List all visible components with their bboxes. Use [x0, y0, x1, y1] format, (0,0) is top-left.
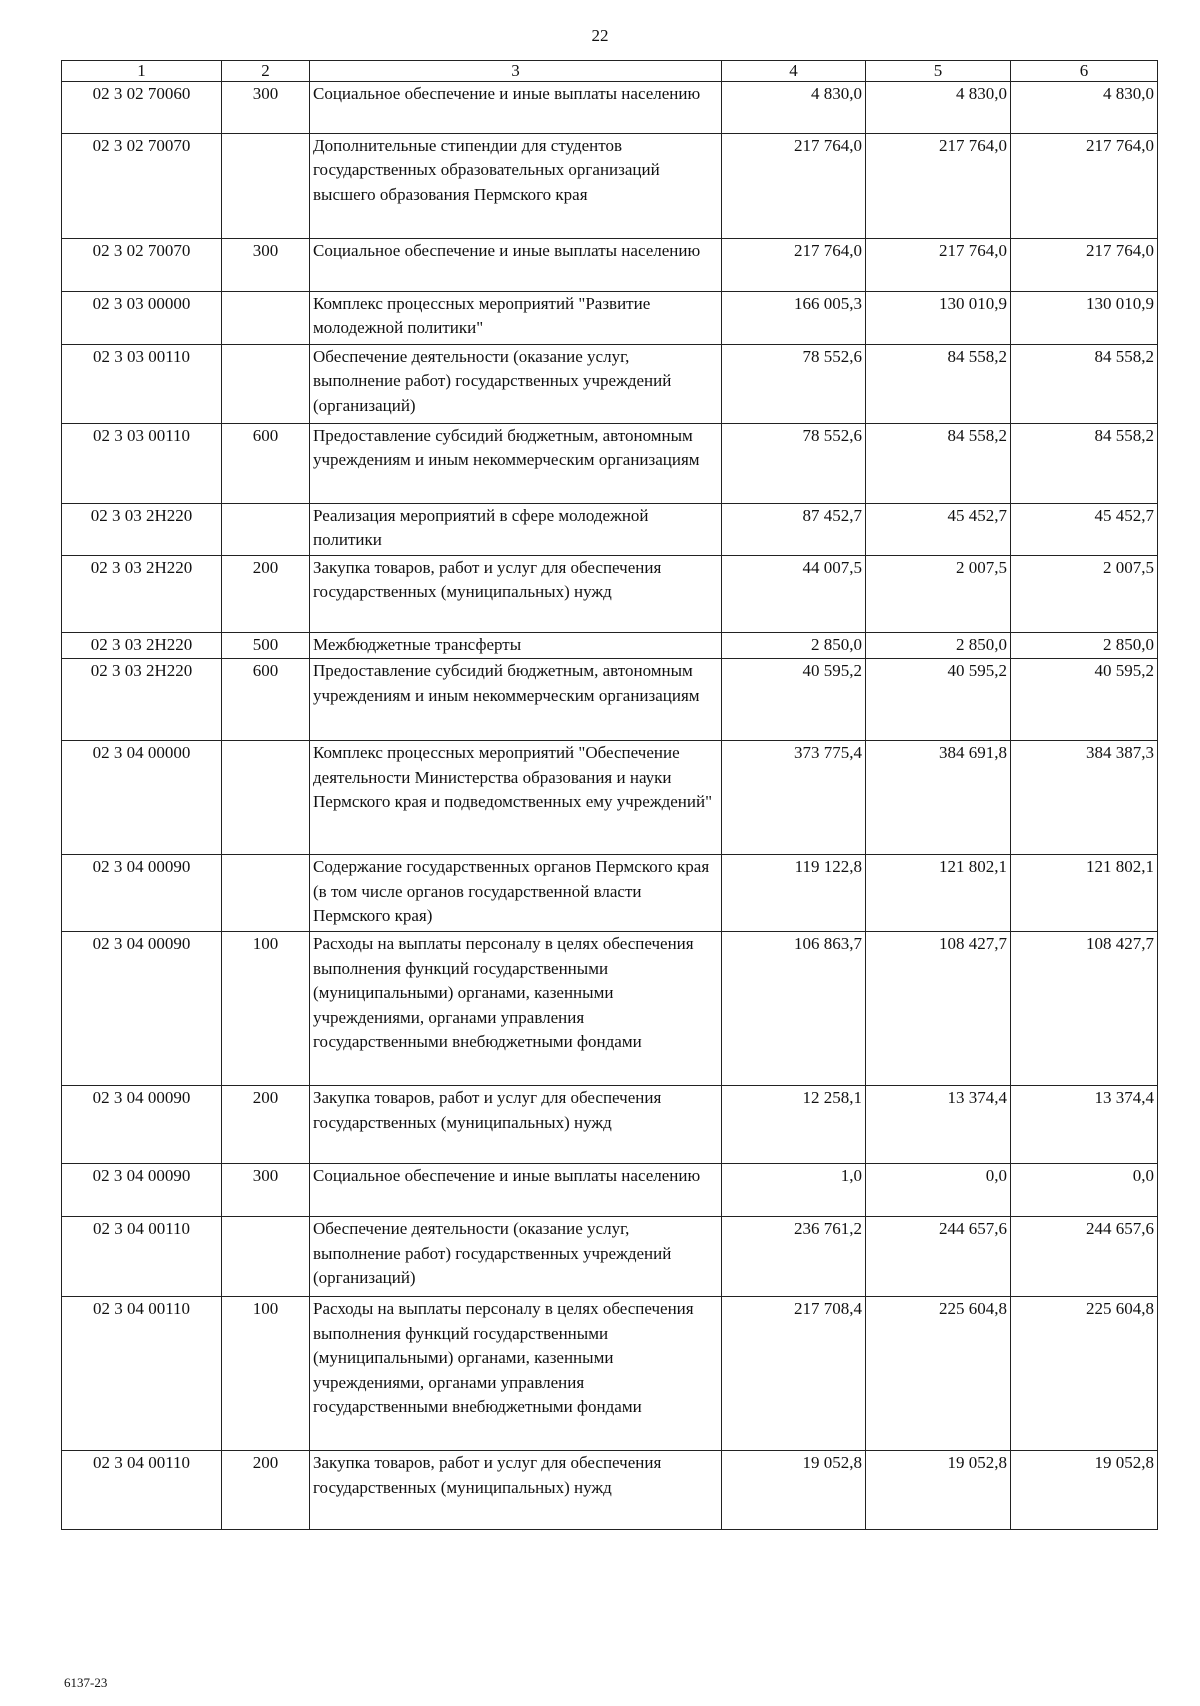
target-article-code: 02 3 02 70060: [62, 82, 222, 134]
amount-col-4: 217 708,4: [722, 1297, 866, 1451]
target-article-code: 02 3 04 00090: [62, 855, 222, 932]
expense-type-code: 500: [222, 633, 310, 659]
table-header-row: [62, 61, 1158, 82]
table-row: [62, 1451, 1158, 1530]
amount-col-4: 12 258,1: [722, 1086, 866, 1164]
expense-type-code: 100: [222, 932, 310, 1086]
amount-col-4: 2 850,0: [722, 633, 866, 659]
expense-type-code: 300: [222, 82, 310, 134]
target-article-code: 02 3 04 00110: [62, 1297, 222, 1451]
item-name: Обеспечение деятельности (оказание услуг, выполнение работ) государственных учреждений (организаций): [310, 1217, 722, 1297]
table-row: [62, 239, 1158, 292]
item-name: Закупка товаров, работ и услуг для обеспечения государственных (муниципальных) нужд: [310, 556, 722, 633]
table-row: [62, 1217, 1158, 1297]
table-row: [62, 556, 1158, 633]
amount-col-4: 106 863,7: [722, 932, 866, 1086]
item-name: Социальное обеспечение и иные выплаты населению: [310, 1164, 722, 1217]
document-code: 6137-23: [64, 1675, 108, 1690]
amount-col-5: 217 764,0: [866, 134, 1011, 239]
expense-type-code: 200: [222, 1086, 310, 1164]
item-name: Обеспечение деятельности (оказание услуг, выполнение работ) государственных учреждений (организаций): [310, 345, 722, 424]
amount-col-5: 84 558,2: [866, 345, 1011, 424]
target-article-code: 02 3 04 00000: [62, 741, 222, 855]
target-article-code: 02 3 03 00110: [62, 424, 222, 504]
item-name: Дополнительные стипендии для студентов государственных образовательных организаций высшего образования Пермского края: [310, 134, 722, 239]
expense-type-code: 200: [222, 556, 310, 633]
expense-type-code: [222, 345, 310, 424]
amount-col-6: 4 830,0: [1011, 82, 1158, 134]
column-header-6: 6: [1011, 61, 1158, 82]
amount-col-5: 4 830,0: [866, 82, 1011, 134]
item-name: Расходы на выплаты персоналу в целях обеспечения выполнения функций государственными (муниципальными) органами, казенными учреждениями, органами управления государственными внебюджетными фондами: [310, 932, 722, 1086]
amount-col-5: 13 374,4: [866, 1086, 1011, 1164]
item-name: Социальное обеспечение и иные выплаты населению: [310, 239, 722, 292]
table-row: [62, 424, 1158, 504]
amount-col-4: 78 552,6: [722, 424, 866, 504]
amount-col-6: 2 850,0: [1011, 633, 1158, 659]
amount-col-6: 2 007,5: [1011, 556, 1158, 633]
item-name: Межбюджетные трансферты: [310, 633, 722, 659]
expense-type-code: [222, 292, 310, 345]
amount-col-5: 84 558,2: [866, 424, 1011, 504]
item-name: Социальное обеспечение и иные выплаты населению: [310, 82, 722, 134]
item-name: Расходы на выплаты персоналу в целях обеспечения выполнения функций государственными (муниципальными) органами, казенными учреждениями, органами управления государственными внебюджетными фондами: [310, 1297, 722, 1451]
amount-col-4: 166 005,3: [722, 292, 866, 345]
amount-col-5: 2 850,0: [866, 633, 1011, 659]
amount-col-4: 217 764,0: [722, 134, 866, 239]
amount-col-5: 108 427,7: [866, 932, 1011, 1086]
table-row: [62, 855, 1158, 932]
budget-table: [61, 60, 1158, 1530]
table-row: [62, 932, 1158, 1086]
item-name: Реализация мероприятий в сфере молодежной политики: [310, 504, 722, 556]
expense-type-code: [222, 1217, 310, 1297]
expense-type-code: [222, 741, 310, 855]
item-name: Предоставление субсидий бюджетным, автономным учреждениям и иным некоммерческим организациям: [310, 424, 722, 504]
amount-col-6: 19 052,8: [1011, 1451, 1158, 1530]
target-article-code: 02 3 03 00000: [62, 292, 222, 345]
target-article-code: 02 3 04 00090: [62, 1164, 222, 1217]
expense-type-code: 100: [222, 1297, 310, 1451]
amount-col-6: 13 374,4: [1011, 1086, 1158, 1164]
target-article-code: 02 3 03 2Н220: [62, 659, 222, 741]
amount-col-5: 2 007,5: [866, 556, 1011, 633]
amount-col-6: 121 802,1: [1011, 855, 1158, 932]
amount-col-6: 84 558,2: [1011, 424, 1158, 504]
amount-col-5: 40 595,2: [866, 659, 1011, 741]
amount-col-4: 19 052,8: [722, 1451, 866, 1530]
target-article-code: 02 3 03 2Н220: [62, 633, 222, 659]
target-article-code: 02 3 03 00110: [62, 345, 222, 424]
column-header-3: 3: [310, 61, 722, 82]
table-row: [62, 741, 1158, 855]
table-row: [62, 659, 1158, 741]
table-row: [62, 1164, 1158, 1217]
table-row: [62, 134, 1158, 239]
target-article-code: 02 3 04 00110: [62, 1217, 222, 1297]
amount-col-5: 45 452,7: [866, 504, 1011, 556]
target-article-code: 02 3 04 00110: [62, 1451, 222, 1530]
table-row: [62, 345, 1158, 424]
table-row: [62, 633, 1158, 659]
target-article-code: 02 3 03 2Н220: [62, 504, 222, 556]
amount-col-6: 244 657,6: [1011, 1217, 1158, 1297]
amount-col-4: 44 007,5: [722, 556, 866, 633]
amount-col-5: 384 691,8: [866, 741, 1011, 855]
column-header-5: 5: [866, 61, 1011, 82]
expense-type-code: [222, 504, 310, 556]
amount-col-6: 108 427,7: [1011, 932, 1158, 1086]
table-row: [62, 82, 1158, 134]
expense-type-code: [222, 855, 310, 932]
amount-col-6: 45 452,7: [1011, 504, 1158, 556]
amount-col-6: 217 764,0: [1011, 134, 1158, 239]
item-name: Комплекс процессных мероприятий "Обеспечение деятельности Министерства образования и науки Пермского края и подведомственных ему учреждений": [310, 741, 722, 855]
amount-col-6: 217 764,0: [1011, 239, 1158, 292]
amount-col-5: 217 764,0: [866, 239, 1011, 292]
amount-col-5: 225 604,8: [866, 1297, 1011, 1451]
amount-col-6: 130 010,9: [1011, 292, 1158, 345]
expense-type-code: 300: [222, 1164, 310, 1217]
item-name: Закупка товаров, работ и услуг для обеспечения государственных (муниципальных) нужд: [310, 1086, 722, 1164]
amount-col-4: 236 761,2: [722, 1217, 866, 1297]
item-name: Комплекс процессных мероприятий "Развитие молодежной политики": [310, 292, 722, 345]
expense-type-code: [222, 134, 310, 239]
column-header-2: 2: [222, 61, 310, 82]
expense-type-code: 600: [222, 659, 310, 741]
amount-col-6: 384 387,3: [1011, 741, 1158, 855]
amount-col-5: 19 052,8: [866, 1451, 1011, 1530]
amount-col-4: 373 775,4: [722, 741, 866, 855]
amount-col-6: 225 604,8: [1011, 1297, 1158, 1451]
target-article-code: 02 3 04 00090: [62, 1086, 222, 1164]
expense-type-code: 600: [222, 424, 310, 504]
amount-col-4: 217 764,0: [722, 239, 866, 292]
amount-col-5: 244 657,6: [866, 1217, 1011, 1297]
amount-col-6: 0,0: [1011, 1164, 1158, 1217]
target-article-code: 02 3 03 2Н220: [62, 556, 222, 633]
target-article-code: 02 3 02 70070: [62, 239, 222, 292]
amount-col-4: 119 122,8: [722, 855, 866, 932]
amount-col-5: 121 802,1: [866, 855, 1011, 932]
page-number: 22: [591, 26, 609, 45]
column-header-4: 4: [722, 61, 866, 82]
item-name: Предоставление субсидий бюджетным, автономным учреждениям и иным некоммерческим организациям: [310, 659, 722, 741]
table-row: [62, 292, 1158, 345]
target-article-code: 02 3 04 00090: [62, 932, 222, 1086]
item-name: Закупка товаров, работ и услуг для обеспечения государственных (муниципальных) нужд: [310, 1451, 722, 1530]
amount-col-5: 0,0: [866, 1164, 1011, 1217]
item-name: Содержание государственных органов Пермского края (в том числе органов государственной власти Пермского края): [310, 855, 722, 932]
expense-type-code: 300: [222, 239, 310, 292]
target-article-code: 02 3 02 70070: [62, 134, 222, 239]
table-row: [62, 504, 1158, 556]
amount-col-6: 40 595,2: [1011, 659, 1158, 741]
amount-col-4: 40 595,2: [722, 659, 866, 741]
amount-col-4: 4 830,0: [722, 82, 866, 134]
amount-col-4: 1,0: [722, 1164, 866, 1217]
amount-col-5: 130 010,9: [866, 292, 1011, 345]
amount-col-4: 78 552,6: [722, 345, 866, 424]
amount-col-4: 87 452,7: [722, 504, 866, 556]
table-row: [62, 1297, 1158, 1451]
expense-type-code: 200: [222, 1451, 310, 1530]
amount-col-6: 84 558,2: [1011, 345, 1158, 424]
column-header-1: 1: [62, 61, 222, 82]
table-row: [62, 1086, 1158, 1164]
